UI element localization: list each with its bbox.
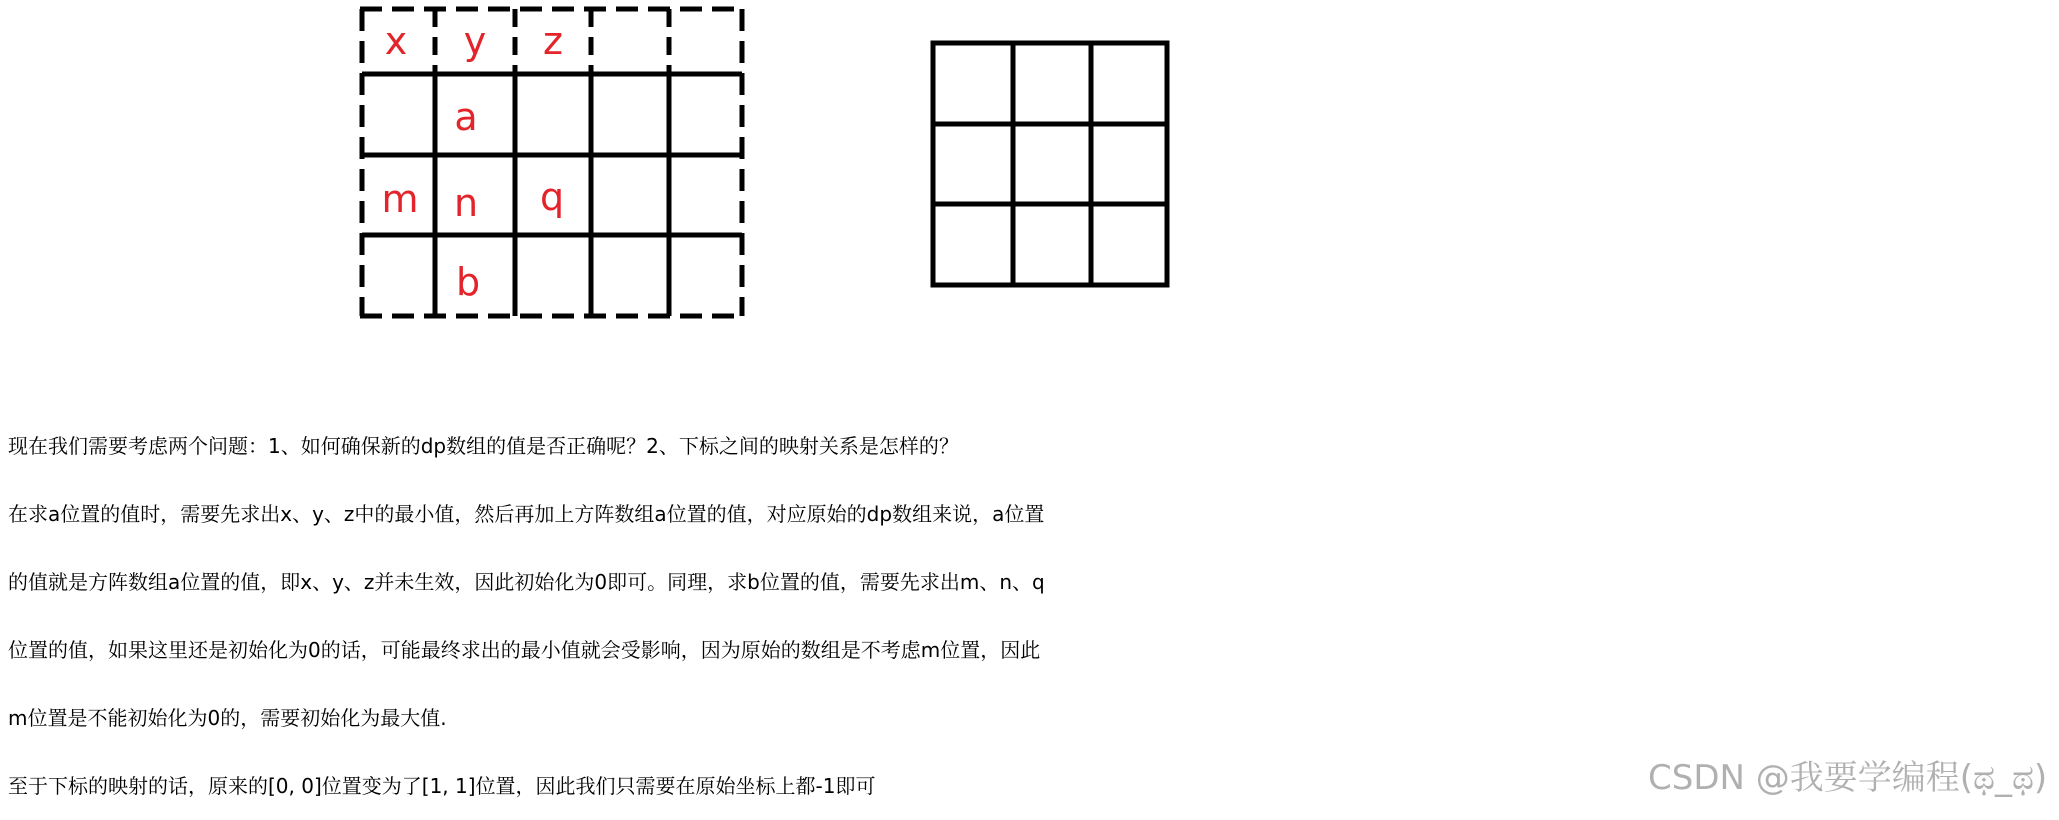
grid-diagram — [0, 0, 2059, 330]
paragraph-line: 至于下标的映射的话，原来的[0, 0]位置变为了[1, 1]位置，因此我们只需要在原始坐标上都-1即可 — [8, 774, 876, 798]
cell-label-m: m — [381, 177, 419, 221]
cell-label-b: b — [455, 260, 481, 304]
cell-label-y: y — [463, 19, 487, 63]
cell-label-x: x — [384, 19, 408, 63]
paragraph-line: m位置是不能初始化为0的，需要初始化为最大值. — [8, 706, 447, 730]
paragraph-line: 的值就是方阵数组a位置的值，即x、y、z并未生效，因此初始化为0即可。同理，求b位置的值，需要先求出m、n、q — [8, 570, 1045, 594]
csdn-watermark: CSDN @我要学编程(ಥ_ಥ) — [1648, 758, 2048, 798]
cell-label-z: z — [543, 19, 563, 63]
cell-label-n: n — [453, 181, 479, 225]
left-grid-labels — [381, 19, 564, 304]
right-grid-frame — [933, 43, 1167, 285]
right-grid — [933, 43, 1167, 285]
paragraph-line: 位置的值，如果这里还是初始化为0的话，可能最终求出的最小值就会受影响，因为原始的数组是不考虑m位置，因此 — [8, 638, 1041, 662]
paragraph-line: 在求a位置的值时，需要先求出x、y、z中的最小值，然后再加上方阵数组a位置的值，对应原始的dp数组来说，a位置 — [8, 502, 1045, 526]
cell-label-a: a — [454, 95, 478, 139]
paragraph-line: 现在我们需要考虑两个问题：1、如何确保新的dp数组的值是否正确呢？2、下标之间的映射关系是怎样的？ — [8, 434, 959, 458]
cell-label-q: q — [539, 175, 565, 219]
